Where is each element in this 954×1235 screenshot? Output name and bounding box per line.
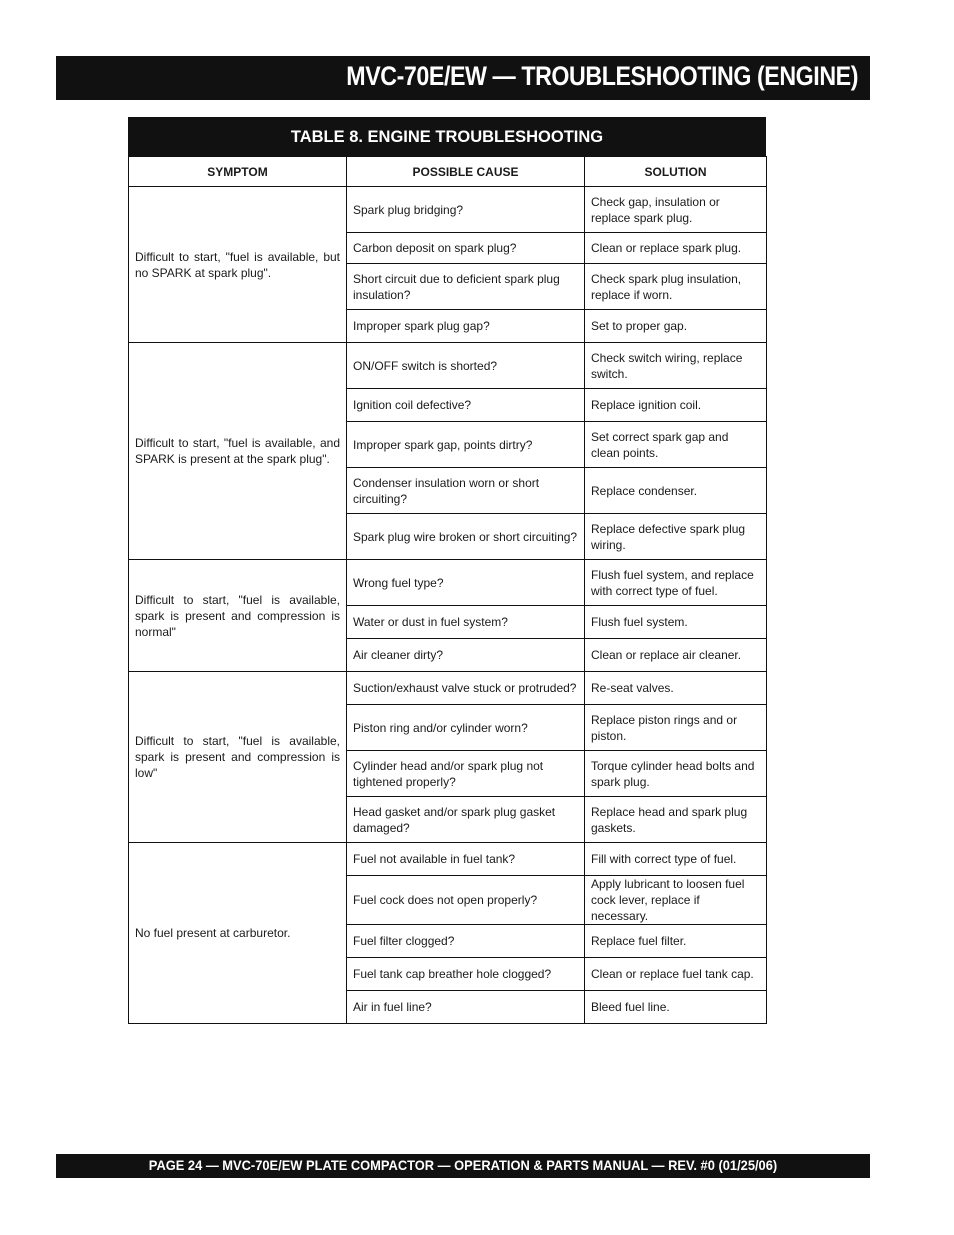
- possible-cause-cell: Air cleaner dirty?: [347, 639, 585, 672]
- possible-cause-cell: Improper spark gap, points dirtry?: [347, 422, 585, 468]
- solution-cell: Flush fuel system, and replace with correct type of fuel.: [585, 560, 767, 606]
- column-header-symptom: SYMPTOM: [129, 157, 347, 187]
- solution-cell: Clean or replace fuel tank cap.: [585, 958, 767, 991]
- solution-cell: Check gap, insulation or replace spark plug.: [585, 187, 767, 233]
- solution-cell: Replace ignition coil.: [585, 389, 767, 422]
- table-row: [129, 187, 767, 233]
- solution-cell: Clean or replace spark plug.: [585, 233, 767, 264]
- table-caption: TABLE 8. ENGINE TROUBLESHOOTING: [128, 117, 766, 156]
- symptom-cell: No fuel present at carburetor.: [129, 843, 347, 1024]
- possible-cause-cell: Carbon deposit on spark plug?: [347, 233, 585, 264]
- possible-cause-cell: Condenser insulation worn or short circuiting?: [347, 468, 585, 514]
- page-header-bar: [56, 56, 870, 100]
- solution-cell: Replace defective spark plug wiring.: [585, 514, 767, 560]
- table-row: [129, 343, 767, 389]
- column-header-solution: SOLUTION: [585, 157, 767, 187]
- symptom-cell: Difficult to start, "fuel is available, but no SPARK at spark plug".: [129, 187, 347, 343]
- troubleshooting-table-container: [128, 117, 766, 1024]
- table-row: [129, 672, 767, 705]
- solution-cell: Check spark plug insulation, replace if worn.: [585, 264, 767, 310]
- solution-cell: Replace condenser.: [585, 468, 767, 514]
- possible-cause-cell: Piston ring and/or cylinder worn?: [347, 705, 585, 751]
- solution-cell: Check switch wiring, replace switch.: [585, 343, 767, 389]
- possible-cause-cell: Spark plug bridging?: [347, 187, 585, 233]
- possible-cause-cell: Fuel not available in fuel tank?: [347, 843, 585, 876]
- solution-cell: Re-seat valves.: [585, 672, 767, 705]
- possible-cause-cell: Fuel cock does not open properly?: [347, 876, 585, 925]
- possible-cause-cell: Fuel filter clogged?: [347, 925, 585, 958]
- possible-cause-cell: Wrong fuel type?: [347, 560, 585, 606]
- possible-cause-cell: Ignition coil defective?: [347, 389, 585, 422]
- solution-cell: Fill with correct type of fuel.: [585, 843, 767, 876]
- symptom-cell: Difficult to start, "fuel is available, spark is present and compression is low": [129, 672, 347, 843]
- solution-cell: Clean or replace air cleaner.: [585, 639, 767, 672]
- table-header-row: [129, 157, 767, 187]
- possible-cause-cell: Fuel tank cap breather hole clogged?: [347, 958, 585, 991]
- possible-cause-cell: Short circuit due to deficient spark plug insulation?: [347, 264, 585, 310]
- solution-cell: Bleed fuel line.: [585, 991, 767, 1024]
- table-body: [129, 187, 767, 1024]
- engine-troubleshooting-table: [128, 156, 767, 1024]
- possible-cause-cell: Spark plug wire broken or short circuiting?: [347, 514, 585, 560]
- possible-cause-cell: ON/OFF switch is shorted?: [347, 343, 585, 389]
- page-title: MVC-70E/EW — TROUBLESHOOTING (ENGINE): [346, 61, 858, 91]
- possible-cause-cell: Suction/exhaust valve stuck or protruded?: [347, 672, 585, 705]
- solution-cell: Flush fuel system.: [585, 606, 767, 639]
- page-footer-bar: [56, 1154, 870, 1178]
- solution-cell: Replace head and spark plug gaskets.: [585, 797, 767, 843]
- solution-cell: Set to proper gap.: [585, 310, 767, 343]
- solution-cell: Set correct spark gap and clean points.: [585, 422, 767, 468]
- column-header-possible-cause: POSSIBLE CAUSE: [347, 157, 585, 187]
- possible-cause-cell: Air in fuel line?: [347, 991, 585, 1024]
- solution-cell: Apply lubricant to loosen fuel cock lever, replace if necessary.: [585, 876, 767, 925]
- symptom-cell: Difficult to start, "fuel is available, and SPARK is present at the spark plug".: [129, 343, 347, 560]
- table-row: [129, 560, 767, 606]
- symptom-cell: Difficult to start, "fuel is available, spark is present and compression is normal": [129, 560, 347, 672]
- solution-cell: Replace piston rings and or piston.: [585, 705, 767, 751]
- page-footer-text: PAGE 24 — MVC-70E/EW PLATE COMPACTOR — OPERATION & PARTS MANUAL — REV. #0 (01/25/06): [148, 1157, 778, 1173]
- possible-cause-cell: Water or dust in fuel system?: [347, 606, 585, 639]
- possible-cause-cell: Head gasket and/or spark plug gasket damaged?: [347, 797, 585, 843]
- table-row: [129, 843, 767, 876]
- solution-cell: Replace fuel filter.: [585, 925, 767, 958]
- possible-cause-cell: Cylinder head and/or spark plug not tightened properly?: [347, 751, 585, 797]
- solution-cell: Torque cylinder head bolts and spark plug.: [585, 751, 767, 797]
- possible-cause-cell: Improper spark plug gap?: [347, 310, 585, 343]
